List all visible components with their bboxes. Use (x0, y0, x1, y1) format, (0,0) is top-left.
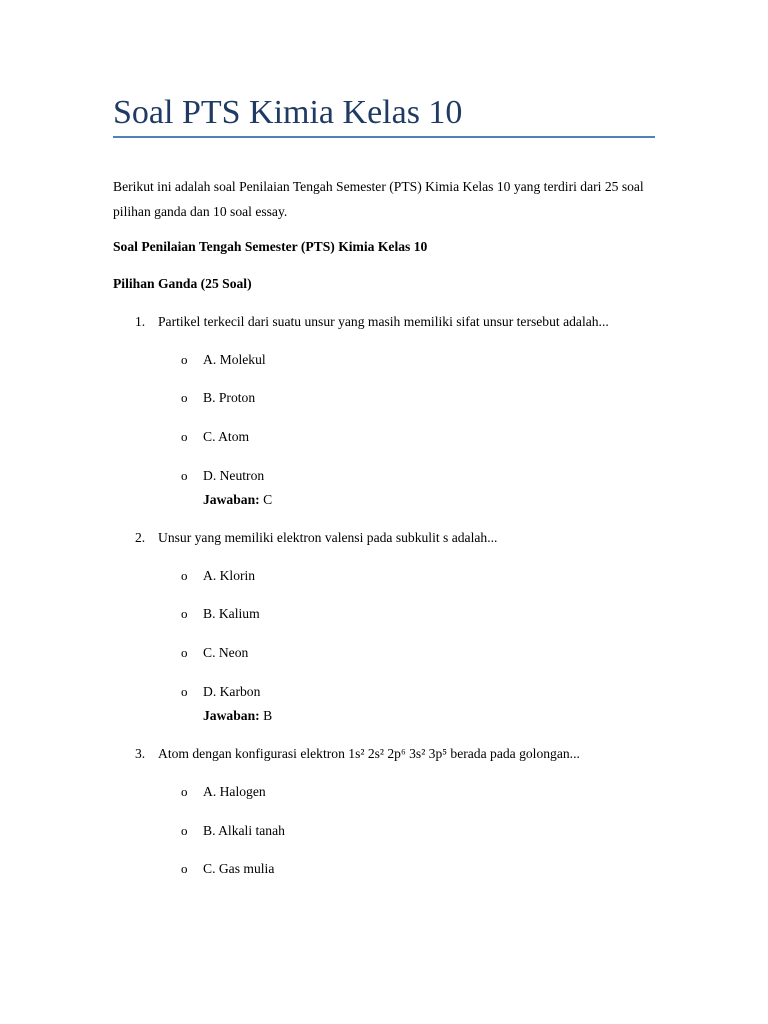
option-item: B. Alkali tanah (203, 823, 285, 838)
bullet-icon: o (181, 861, 188, 876)
answer-label: Jawaban: (203, 708, 260, 723)
answer-label: Jawaban: (203, 492, 260, 507)
option-item: D. Karbon (203, 684, 261, 699)
title-underline (113, 136, 655, 138)
answer-line (203, 706, 272, 726)
bullet-icon: o (181, 390, 188, 405)
option-item: C. Atom (203, 429, 250, 444)
question-text: Atom dengan konfigurasi elektron 1s² 2s² 2p⁶ 3s² 3p⁵ berada pada golongan... (158, 746, 580, 761)
answer-value: C (263, 492, 273, 507)
option-item: B. Proton (203, 390, 256, 405)
option-item: C. Gas mulia (203, 861, 275, 876)
intro-paragraph: Berikut ini adalah soal Penilaian Tengah Semester (PTS) Kimia Kelas 10 yang terdiri dari 25 soal pilihan ganda dan 10 soal essay. (113, 179, 644, 219)
subsection-heading: Pilihan Ganda (25 Soal) (113, 276, 252, 291)
option-item: A. Halogen (203, 784, 266, 799)
bullet-icon: o (181, 784, 188, 799)
answer-value: B (263, 708, 273, 723)
bullet-icon: o (181, 645, 188, 660)
question-text: Unsur yang memiliki elektron valensi pada subkulit s adalah... (158, 530, 498, 545)
bullet-icon: o (181, 429, 188, 444)
option-item: A. Molekul (203, 352, 266, 367)
option-item: D. Neutron (203, 468, 265, 483)
page-title: Soal PTS Kimia Kelas 10 (113, 94, 463, 131)
bullet-icon: o (181, 684, 188, 699)
question-text: Partikel terkecil dari suatu unsur yang masih memiliki sifat unsur tersebut adalah... (158, 314, 609, 329)
option-item: C. Neon (203, 645, 249, 660)
bullet-icon: o (181, 568, 188, 583)
option-item: B. Kalium (203, 606, 260, 621)
section-heading: Soal Penilaian Tengah Semester (PTS) Kimia Kelas 10 (113, 239, 428, 254)
bullet-icon: o (181, 352, 188, 367)
bullet-icon: o (181, 468, 188, 483)
option-item: A. Klorin (203, 568, 256, 583)
bullet-icon: o (181, 606, 188, 621)
question-number: 3. (135, 746, 146, 761)
question-number: 1. (135, 314, 146, 329)
bullet-icon: o (181, 823, 188, 838)
question-number: 2. (135, 530, 146, 545)
answer-line (203, 490, 272, 510)
